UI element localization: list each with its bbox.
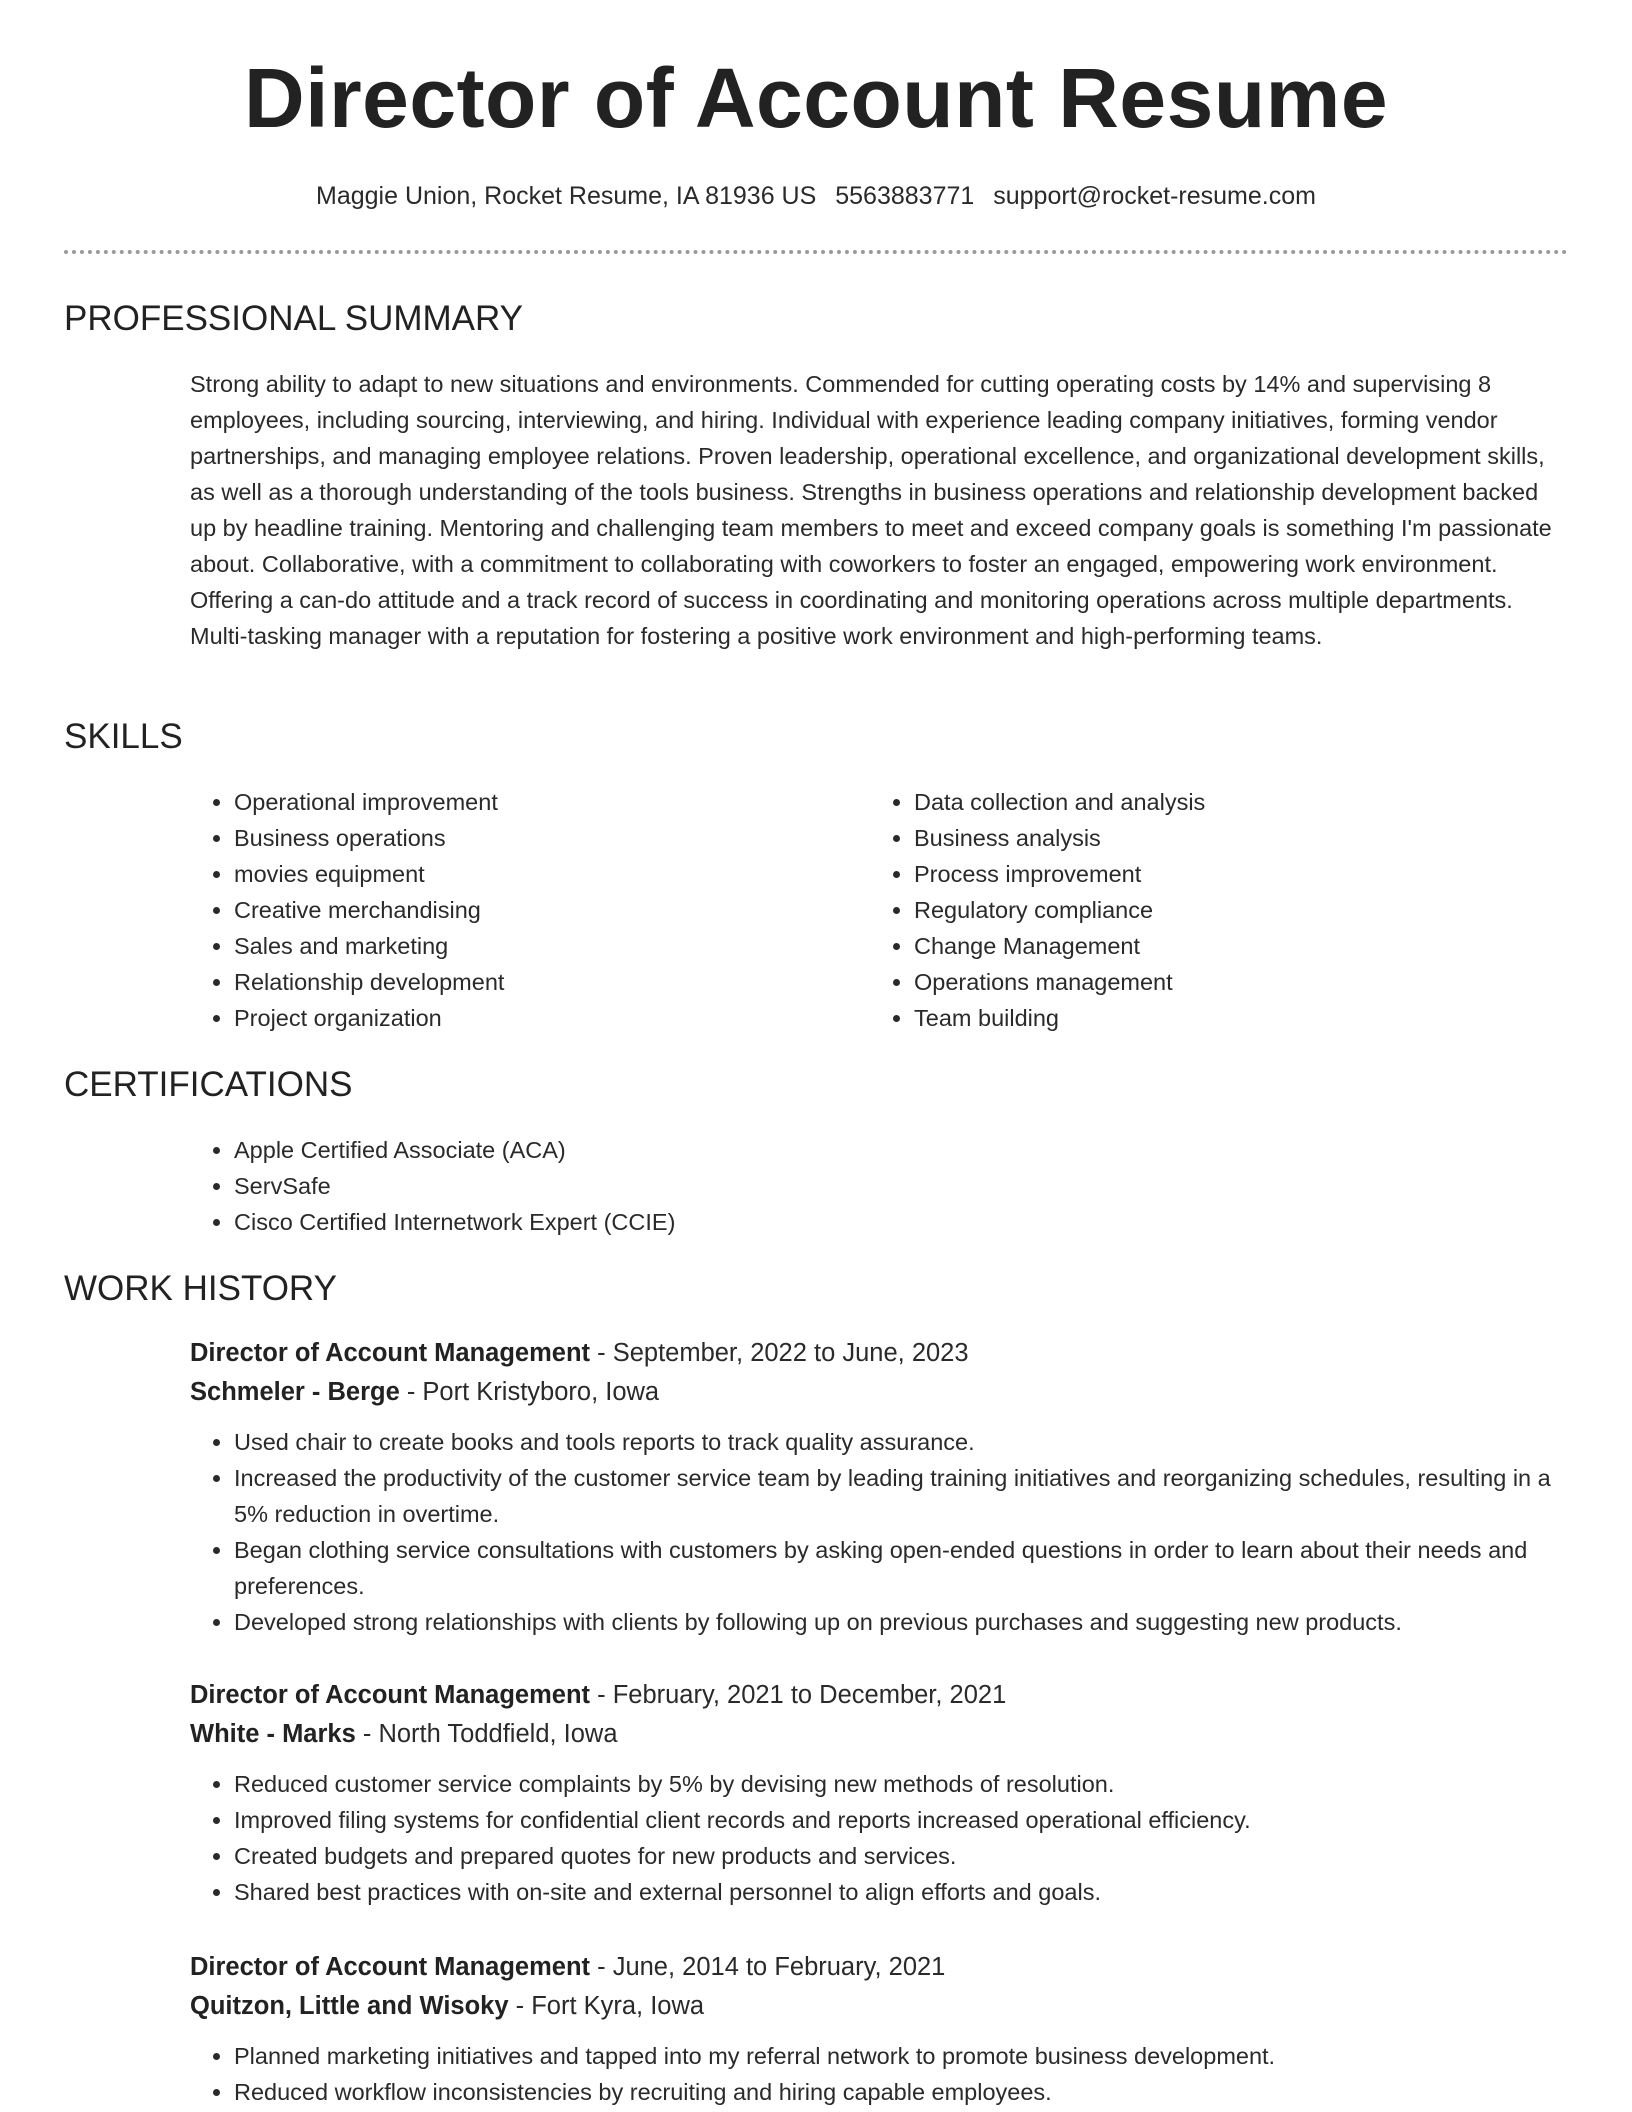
- job-title-line: [190, 1948, 1570, 1987]
- skills-column-left: [190, 784, 830, 1036]
- job-company-line: [190, 1373, 1570, 1412]
- job-location: - North Toddfield, Iowa: [355, 1720, 618, 1748]
- skill-item: • Regulatory compliance: [914, 892, 1550, 928]
- header-divider: [64, 250, 1568, 254]
- skill-item: • Operations management: [914, 964, 1550, 1000]
- skill-item: • Operational improvement: [234, 784, 830, 820]
- job-bullet: • Used chair to create books and tools reports to track quality assurance.: [234, 1424, 1570, 1460]
- skill-item: • Creative merchandising: [234, 892, 830, 928]
- skills-heading: SKILLS: [64, 717, 183, 756]
- job-company-line: [190, 1715, 1570, 1754]
- job-bullet: • Improved filing systems for confidential client records and reports increased operational efficiency.: [234, 1802, 1570, 1838]
- contact-line: [0, 182, 1632, 211]
- skills-column-right: [870, 784, 1550, 1036]
- job-dates: - September, 2022 to June, 2023: [590, 1339, 969, 1367]
- certification-item: • Cisco Certified Internetwork Expert (CCIE): [234, 1204, 1570, 1240]
- skill-item: • Process improvement: [914, 856, 1550, 892]
- job-dates: - June, 2014 to February, 2021: [590, 1953, 946, 1981]
- job-role: Director of Account Management: [190, 1953, 591, 1981]
- job-company: Schmeler - Berge: [190, 1378, 400, 1406]
- job-role: Director of Account Management: [190, 1339, 591, 1367]
- job-bullet: • Created budgets and prepared quotes for new products and services.: [234, 1838, 1570, 1874]
- job-bullet: • Reduced workflow inconsistencies by recruiting and hiring capable employees.: [234, 2074, 1570, 2110]
- job-title-line: [190, 1676, 1570, 1715]
- job-location: - Fort Kyra, Iowa: [508, 1992, 705, 2020]
- skill-item: • Change Management: [914, 928, 1550, 964]
- skill-item: • Project organization: [234, 1000, 830, 1036]
- skill-item: • Team building: [914, 1000, 1550, 1036]
- skill-item: • Business analysis: [914, 820, 1550, 856]
- job-location: - Port Kristyboro, Iowa: [399, 1378, 660, 1406]
- certifications-heading: CERTIFICATIONS: [64, 1065, 353, 1104]
- job-company-line: [190, 1987, 1570, 2026]
- job-bullet: • Increased the productivity of the customer service team by leading training initiatives and reorganizing schedules, resulting in a 5% reduction in overtime.: [234, 1460, 1570, 1532]
- certifications-list: [190, 1132, 1570, 1240]
- contact-address: Maggie Union, Rocket Resume, IA 81936 US: [316, 182, 817, 210]
- skill-item: • Sales and marketing: [234, 928, 830, 964]
- summary-text: Strong ability to adapt to new situations and environments. Commended for cutting operating costs by 14% and supervising 8 employees, including sourcing, interviewing, and hiring. Individual with experience leading company initiatives, forming vendor partnerships, and managing employee relations. Proven leadership, operational excellence, and organizational development skills, as well as a thorough understanding of the tools business. Strengths in business operations and relationship development backed up by headline training. Mentoring and challenging team members to meet and exceed company goals is something I'm passionate about. Collaborative, with a commitment to collaborating with coworkers to foster an engaged, empowering work environment. Offering a can-do attitude and a track record of success in coordinating and monitoring operations across multiple departments. Multi-tasking manager with a reputation for fostering a positive work environment and high-performing teams.: [190, 371, 1552, 649]
- job-bullet: • Began clothing service consultations with customers by asking open-ended questions in order to learn about their needs and preferences.: [234, 1532, 1570, 1604]
- skill-item: • movies equipment: [234, 856, 830, 892]
- certification-item: • ServSafe: [234, 1168, 1570, 1204]
- job-bullet: • Developed strong relationships with clients by following up on previous purchases and suggesting new products.: [234, 1604, 1570, 1640]
- summary-heading: PROFESSIONAL SUMMARY: [64, 299, 523, 338]
- skill-item: • Data collection and analysis: [914, 784, 1550, 820]
- job-entry: [190, 1676, 1570, 1910]
- resume-title: Director of Account Resume: [243, 51, 1389, 145]
- job-entry: [190, 1948, 1570, 2110]
- contact-email: support@rocket-resume.com: [993, 182, 1316, 210]
- job-dates: - February, 2021 to December, 2021: [590, 1681, 1007, 1709]
- job-bullet: • Shared best practices with on-site and external personnel to align efforts and goals.: [234, 1874, 1570, 1910]
- job-company: Quitzon, Little and Wisoky: [190, 1992, 509, 2020]
- job-entry: [190, 1334, 1570, 1640]
- job-bullet: • Planned marketing initiatives and tapped into my referral network to promote business development.: [234, 2038, 1570, 2074]
- work-history-heading: WORK HISTORY: [64, 1269, 337, 1308]
- job-company: White - Marks: [190, 1720, 356, 1748]
- skill-item: • Business operations: [234, 820, 830, 856]
- skill-item: • Relationship development: [234, 964, 830, 1000]
- certification-item: • Apple Certified Associate (ACA): [234, 1132, 1570, 1168]
- job-bullet: • Reduced customer service complaints by 5% by devising new methods of resolution.: [234, 1766, 1570, 1802]
- job-title-line: [190, 1334, 1570, 1373]
- contact-phone: 5563883771: [835, 182, 975, 210]
- job-role: Director of Account Management: [190, 1681, 591, 1709]
